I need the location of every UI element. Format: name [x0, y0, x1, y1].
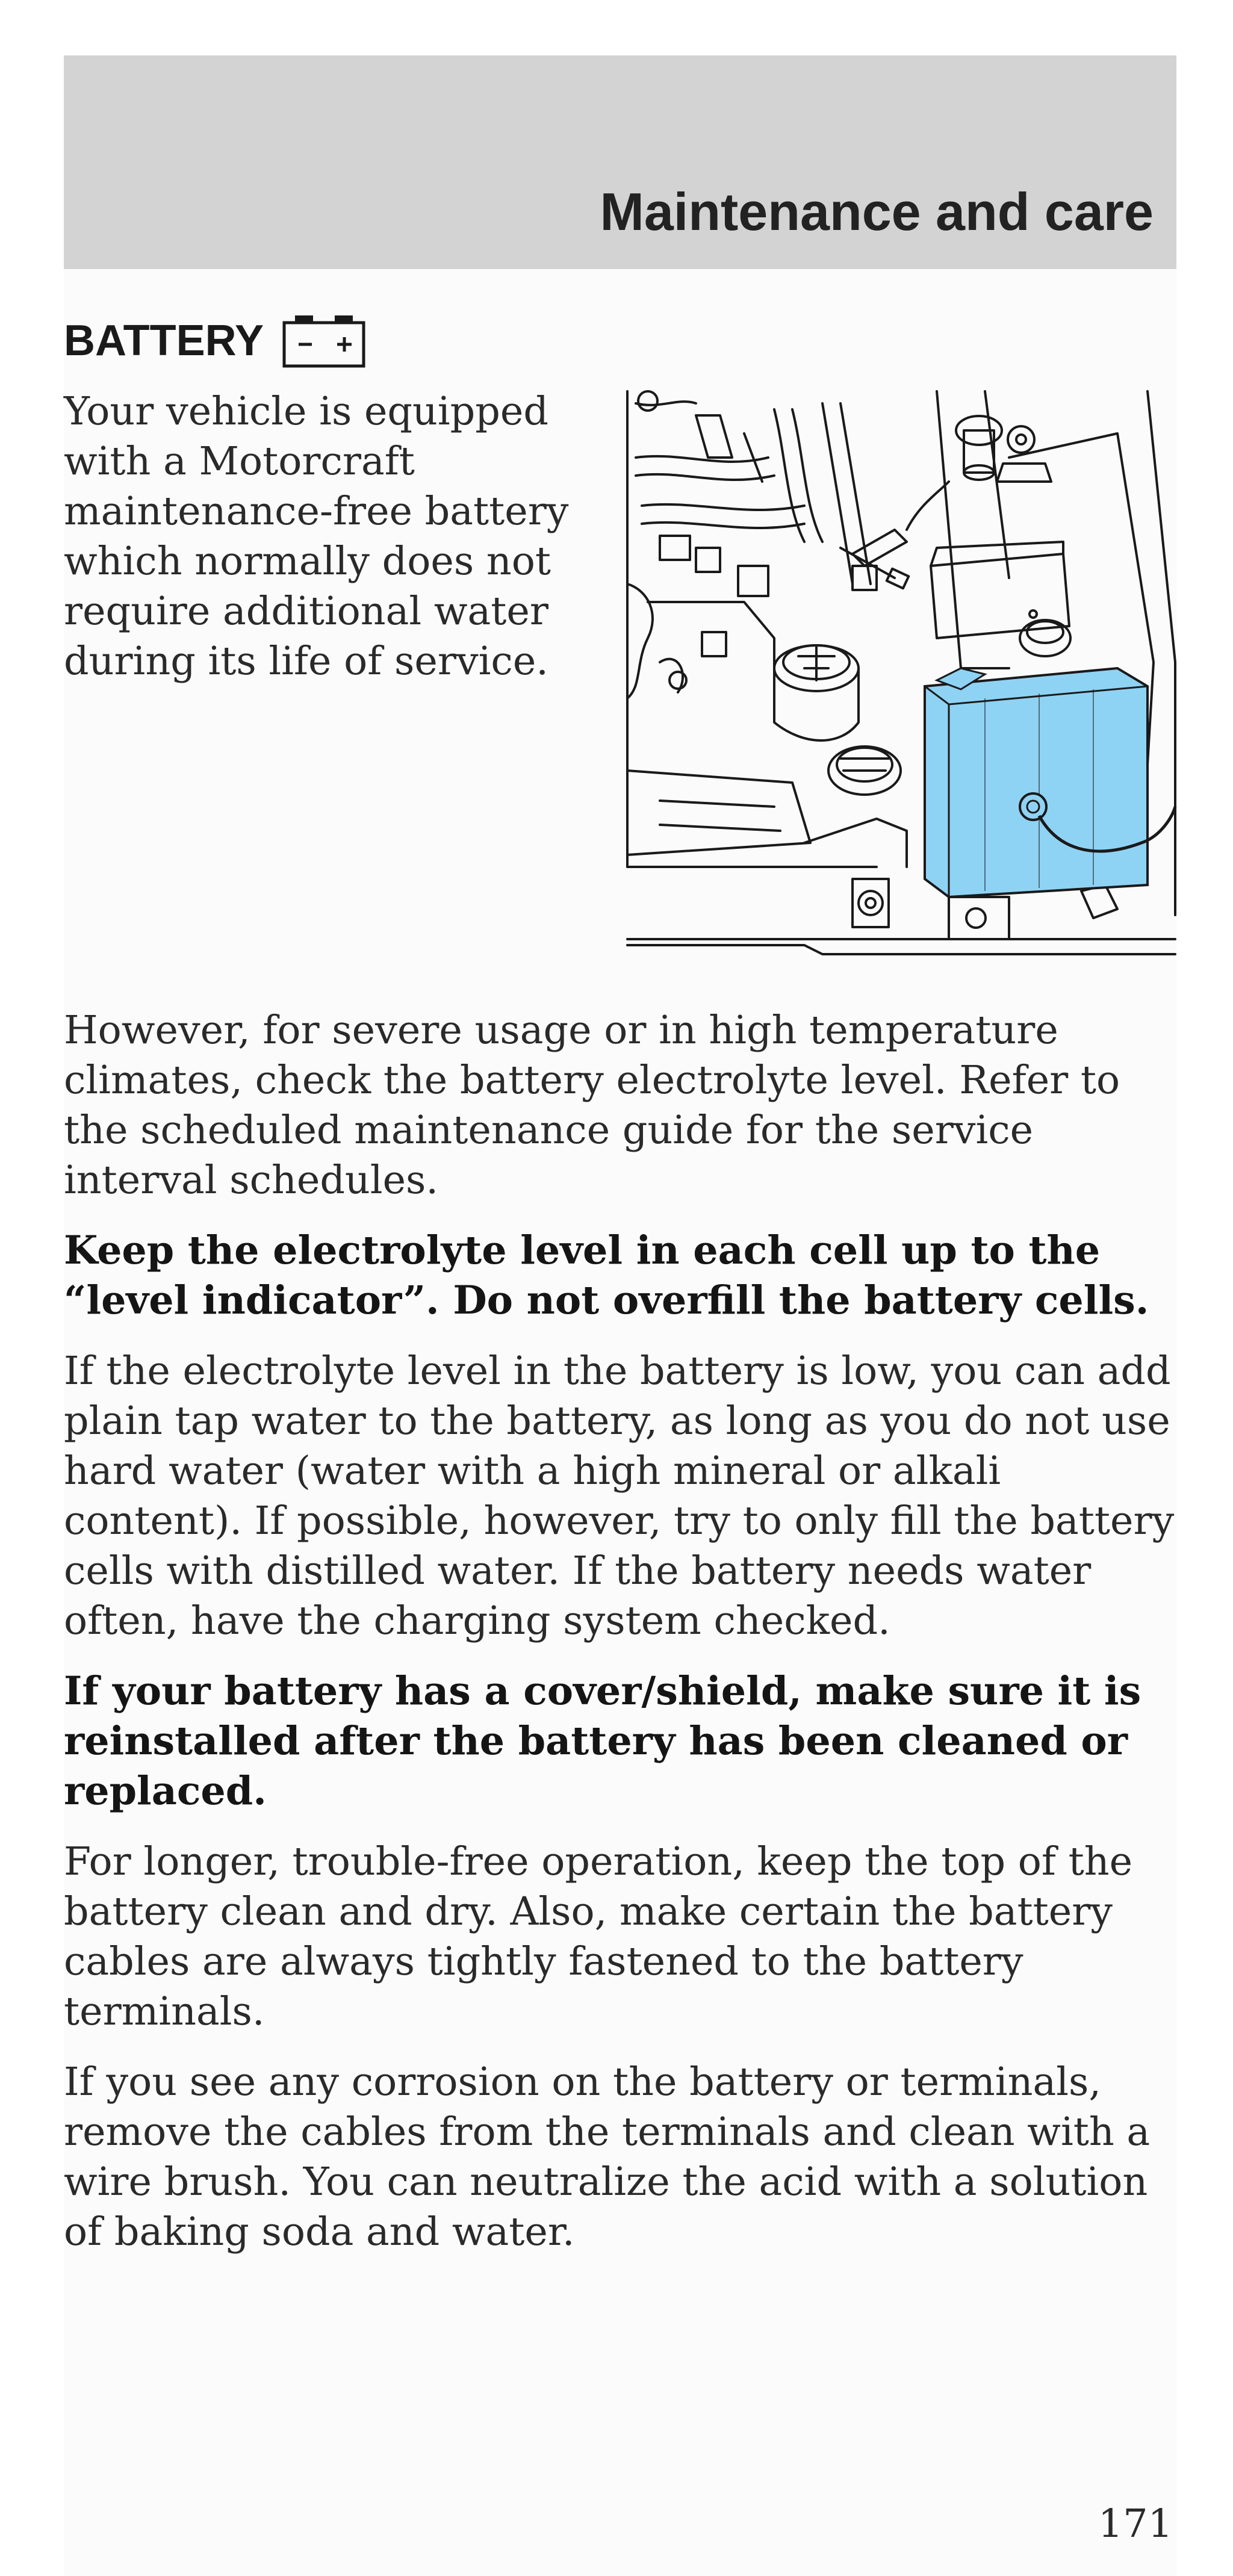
clean-dry-paragraph: For longer, trouble-free operation, keep the top of the battery clean and dry. Also, make certain the battery cables are always tightly fastened to the battery terminals.: [64, 1839, 1133, 2034]
battery-icon: [282, 313, 366, 368]
intro-paragraph: Your vehicle is equipped with a Motorcraft maintenance-free battery which normally does not require additional water during its life of service.: [64, 389, 569, 684]
section-heading-text: BATTERY: [64, 317, 264, 365]
battery-highlight: [925, 668, 1175, 897]
severe-usage-paragraph: However, for severe usage or in high temperature climates, check the battery electrolyte level. Refer to the scheduled maintenance guide for the service interval schedules.: [64, 1008, 1120, 1203]
page-title: Maintenance and care: [600, 182, 1154, 241]
page-number: 171: [1098, 2501, 1173, 2547]
engine-compartment-illustration: [624, 385, 1178, 975]
engine-line-art: [624, 385, 1178, 975]
body-content: [64, 1005, 1184, 2277]
electrolyte-warning: Keep the electrolyte level in each cell up to the “level indicator”. Do not overfill the battery cells.: [64, 1227, 1149, 1323]
low-level-paragraph: If the electrolyte level in the battery is low, you can add plain tap water to the battery, as long as you do not use hard water (water with a high mineral or alkali content). If possible, however, try to only fill the battery cells with distilled water. If the battery needs water often, have the charging system checked.: [64, 1349, 1175, 1643]
section-heading: [64, 313, 366, 368]
cover-shield-warning: If your battery has a cover/shield, make sure it is reinstalled after the battery has been cleaned or replaced.: [64, 1668, 1141, 1814]
corrosion-paragraph: If you see any corrosion on the battery or terminals, remove the cables from the terminals and clean with a wire brush. You can neutralize the acid with a solution of baking soda and water.: [64, 2059, 1151, 2255]
